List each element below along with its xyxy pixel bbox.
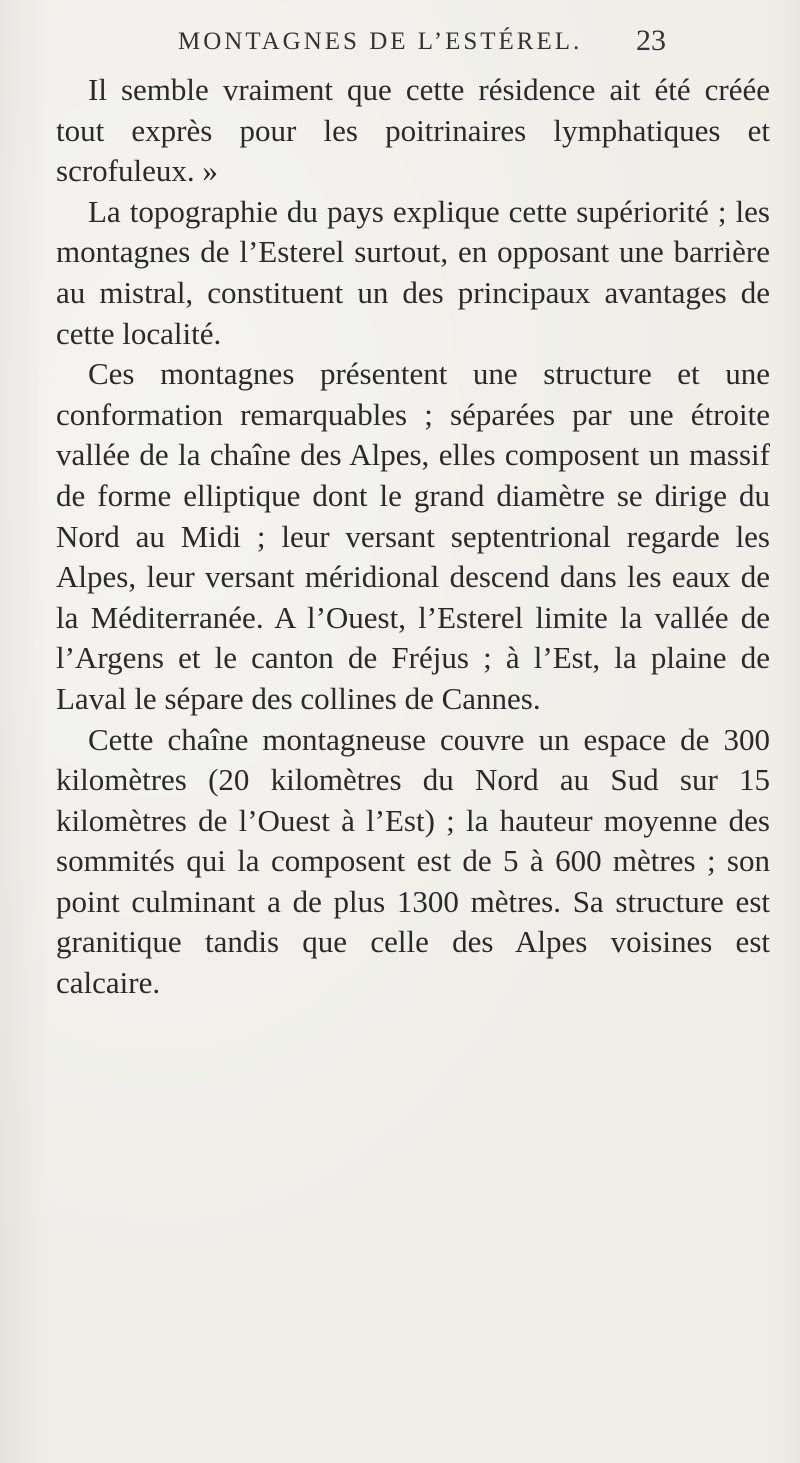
body-text [56,70,770,1004]
paragraph-1: Il semble vraiment que cette résidence ait été créée tout exprès pour les poitrinaires lymphatiques et scrofuleux. » [56,72,770,189]
running-title: MONTAGNES DE L’ESTÉREL. [178,28,583,55]
paragraph-3: Ces montagnes présentent une structure et une conformation remarquables ; séparées par une étroite vallée de la chaîne des Alpes, elles composent un massif de forme elliptique dont le grand diamètre se dirige du Nord au Midi ; leur versant septentrional regarde les Alpes, leur versant méridional descend dans les eaux de la Méditerranée. A l’Ouest, l’Esterel limite la vallée de l’Argens et le canton de Fréjus ; à l’Est, la plaine de Laval le sépare des collines de Cannes. [56,356,770,716]
paragraph-4: Cette chaîne montagneuse couvre un espace de 300 kilomètres (20 kilomètres du Nord au Sud sur 15 kilomètres de l’Ouest à l’Est) ; la hauteur moyenne des sommités qui la composent est de 5 à 600 mètres ; son point culminant a de plus 1300 mètres. Sa structure est granitique tandis que celle des Alpes voisines est calcaire. [56,721,770,1001]
running-head [0,20,800,60]
paragraph-2: La topographie du pays explique cette supériorité ; les montagnes de l’Esterel surtout, en opposant une barrière au mistral, constituent un des principaux avantages de cette localité. [56,193,770,351]
page-number: 23 [636,24,666,57]
